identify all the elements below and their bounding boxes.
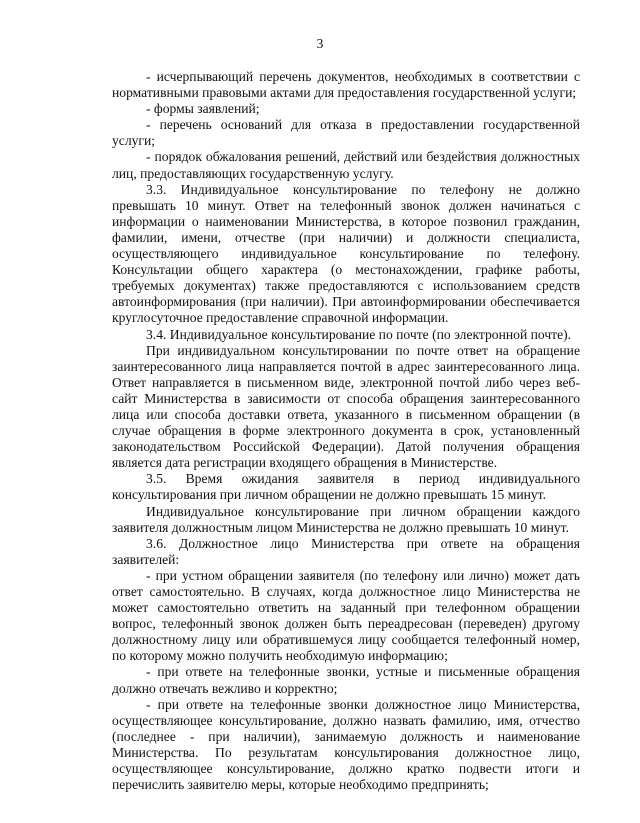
paragraph-3-3-phone-consulting: 3.3. Индивидуальное консультирование по телефону не должно превышать 10 минут. Ответ на телефонный звонок должен начинаться с информации о наименовании Министерства, в которое позвонил гражданин, фамилии, имени, отчестве (при наличии) и должности специалиста, осуществляющего индивидуальное консультирование по телефону. Консультации общего характера (о местонахождении, графике работы, требуемых документах) также предоставляются с использованием средств автоинформирования (при наличии). При автоинформировании обеспечивается круглосуточное предоставление справочной информации. [112,181,580,326]
paragraph-3-6-official-duties: 3.6. Должностное лицо Министерства при ответе на обращения заявителей: [112,535,580,567]
paragraph-politeness: - при ответе на телефонные звонки, устные и письменные обращения должно отвечать вежливо и корректно; [112,664,580,696]
paragraph-documents-list: - исчерпывающий перечень документов, необходимых в соответствии с нормативными правовыми актами для предоставления государственной услуги; [112,69,580,101]
paragraph-appeal-procedure: - порядок обжалования решений, действий или бездействия должностных лиц, предоставляющих государственную услугу. [112,149,580,181]
paragraph-oral-request: - при устном обращении заявителя (по телефону или лично) может дать ответ самостоятельно. В случаях, когда должностное лицо Министерства не может самостоятельно ответить на заданный при телефонном обращении вопрос, телефонный звонок должен быть переадресован (переведен) другому должностному лицу или обратившемуся лицу сообщается телефонный номер, по которому можно получить необходимую информацию; [112,567,580,664]
paragraph-application-forms: - формы заявлений; [146,101,260,117]
page-number: 3 [316,36,324,51]
paragraph-3-4-mail-consulting: 3.4. Индивидуальное консультирование по почте (по электронной почте). [146,326,572,342]
paragraph-mail-response: При индивидуальном консультировании по почте ответ на обращение заинтересованного лица направляется почтой в адрес заинтересованного лица. Ответ направляется в письменном виде, электронной почтой либо через веб-сайт Министерства в зависимости от способа обращения заинтересованного лица или способа доставки ответа, указанного в письменном обращении (в случае обращения в форме электронного документа в срок, установленный законодательством Российской Федерации). Датой получения обращения является дата регистрации входящего обращения в Министерстве. [112,342,580,471]
paragraph-phone-introduction: - при ответе на телефонные звонки должностное лицо Министерства, осуществляющее консультирование, должно назвать фамилию, имя, отчество (последнее - при наличии), занимаемую должность и наименование Министерства. По результатам консультирования должностное лицо, осуществляющее консультирование, должно кратко подвести итоги и перечислить заявителю меры, которые необходимо предпринять; [112,696,580,793]
paragraph-personal-visit-duration: Индивидуальное консультирование при личном обращении каждого заявителя должностным лицом Министерства не должно превышать 10 минут. [112,503,580,535]
paragraph-refusal-grounds: - перечень оснований для отказа в предоставлении государственной услуги; [112,117,580,149]
document-body [112,69,580,793]
paragraph-3-5-waiting-time: 3.5. Время ожидания заявителя в период индивидуального консультирования при личном обращении не должно превышать 15 минут. [112,471,580,503]
